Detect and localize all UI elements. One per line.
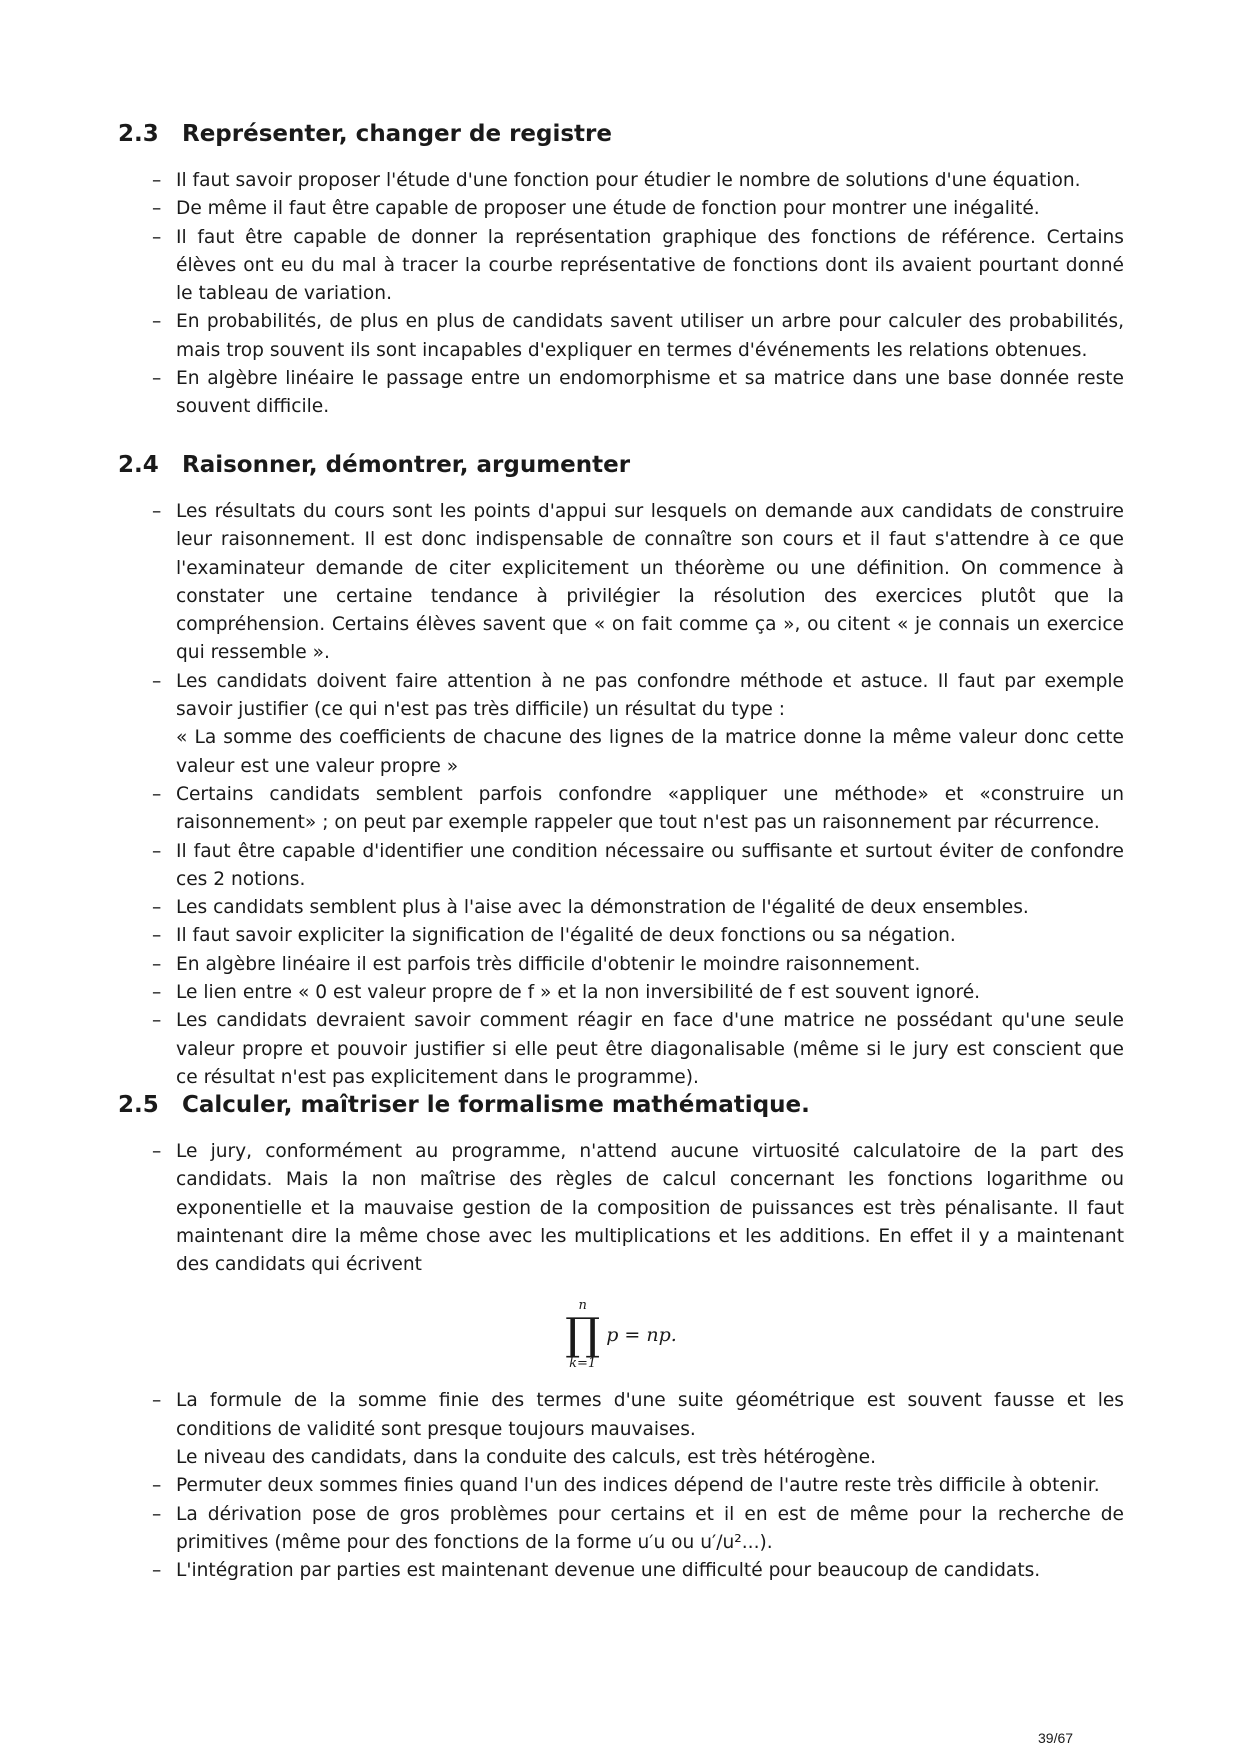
product-lower-limit: k=1	[569, 1356, 597, 1372]
dash-bullet: –	[152, 783, 162, 805]
item-text: Le lien entre « 0 est valeur propre de f » et la non inversibilité de f est souvent ignoré.	[176, 982, 981, 1004]
product-upper-limit: n	[578, 1298, 587, 1314]
item-text: Certains candidats semblent parfois confondre «appliquer une méthode» et «construire un raisonnement» ; on peut par exemple rappeler que tout n'est pas un raisonnement par récurrence.	[176, 783, 1124, 834]
section-2-3	[118, 117, 1124, 422]
page-number: 39/67	[1038, 1730, 1074, 1746]
item-text: Il faut savoir expliciter la signification de l'égalité de deux fonctions ou sa négation.	[176, 925, 956, 947]
list-item	[118, 1138, 1124, 1279]
dash-bullet: –	[152, 1475, 162, 1497]
formula-rhs: p = np.	[606, 1324, 677, 1347]
dash-bullet: –	[152, 982, 162, 1004]
bullet-list	[118, 1387, 1124, 1585]
item-text: Les candidats semblent plus à l'aise avec la démonstration de l'égalité de deux ensembles.	[176, 897, 1029, 919]
bullet-list	[118, 498, 1124, 1092]
dash-bullet: –	[152, 368, 162, 390]
item-text: Permuter deux sommes finies quand l'un des indices dépend de l'autre reste très difficile à obtenir.	[176, 1475, 1100, 1497]
item-quote: « La somme des coefficients de chacune des lignes de la matrice donne la même valeur donc cette valeur est une valeur propre »	[176, 727, 1124, 777]
list-item	[118, 1501, 1124, 1558]
dash-bullet: –	[152, 501, 162, 522]
item-text: Il faut être capable de donner la représentation graphique des fonctions de référence. Certains élèves ont eu du mal à tracer la courbe représentative de fonctions dont ils avaient pourtant donné le tableau de variation.	[176, 226, 1124, 305]
item-text: La formule de la somme finie des termes d'une suite géométrique est souvent fausse et les conditions de validité sont presque toujours mauvaises.	[176, 1390, 1124, 1440]
dash-bullet: –	[152, 1560, 162, 1582]
dash-bullet: –	[152, 1503, 162, 1525]
list-item	[118, 365, 1124, 422]
product-operator	[565, 1299, 600, 1371]
list-item	[118, 498, 1124, 668]
item-text: Le jury, conformément au programme, n'attend aucune virtuosité calculatoire de la part des candidats. Mais la non maîtrise des règles de calcul concernant les fonctions logarithme ou exponentielle et la mauvaise gestion de la composition de puissances est très pénalisante. Il faut maintenant dire la même chose avec les multiplications et les additions. En effet il y a maintenant des candidats qui écrivent	[176, 1141, 1124, 1276]
item-text: En algèbre linéaire le passage entre un endomorphisme et sa matrice dans une base donnée reste souvent difficile.	[176, 368, 1124, 418]
section-title: Représenter, changer de registre	[182, 121, 612, 147]
dash-bullet: –	[152, 670, 162, 692]
dash-bullet: –	[152, 1141, 162, 1162]
section-number: 2.3	[118, 121, 159, 147]
dash-bullet: –	[152, 925, 162, 947]
dash-bullet: –	[152, 226, 162, 248]
dash-bullet: –	[152, 1390, 162, 1412]
list-item	[118, 894, 1124, 922]
list-item	[118, 224, 1124, 309]
item-text: La dérivation pose de gros problèmes pour certains et il en est de même pour la recherche de primitives (même pour des fonctions de la forme u′u ou u′/u²...).	[176, 1503, 1124, 1553]
product-formula	[118, 1293, 1124, 1377]
item-text: Le niveau des candidats, dans la conduite des calculs, est très hétérogène.	[176, 1447, 877, 1469]
section-2-5	[118, 1088, 1124, 1586]
product-symbol: ∏	[565, 1309, 601, 1361]
list-item	[118, 1387, 1124, 1472]
item-text: Les résultats du cours sont les points d'appui sur lesquels on demande aux candidats de construire leur raisonnement. Il est donc indispensable de connaître son cours et il faut s'attendre à ce que l'examinateur demande de citer explicitement un théorème ou une définition. On commence à constater une certaine tendance à privilégier la résolution des exercices plutôt que la compréhension. Certains élèves savent que « on fait comme ça », ou citent « je connais un exercice qui ressemble ».	[176, 501, 1124, 664]
list-item	[118, 668, 1124, 781]
list-item	[118, 308, 1124, 365]
section-heading	[118, 1088, 1124, 1122]
dash-bullet: –	[152, 311, 162, 333]
dash-bullet: –	[152, 953, 162, 975]
dash-bullet: –	[152, 840, 162, 862]
section-number: 2.4	[118, 452, 159, 478]
section-title: Raisonner, démontrer, argumenter	[182, 452, 631, 478]
list-item	[118, 1557, 1124, 1585]
item-text: L'intégration par parties est maintenant devenue une difficulté pour beaucoup de candidats.	[176, 1560, 1041, 1582]
item-text: En algèbre linéaire il est parfois très difficile d'obtenir le moindre raisonnement.	[176, 953, 921, 975]
list-item	[118, 781, 1124, 838]
section-heading	[118, 448, 1124, 482]
list-item	[118, 167, 1124, 195]
item-text: Les candidats devraient savoir comment réagir en face d'une matrice ne possédant qu'une seule valeur propre et pouvoir justifier si elle peut être diagonalisable (même si le jury est conscient que ce résultat n'est pas explicitement dans le programme).	[176, 1010, 1124, 1088]
section-heading	[118, 117, 1124, 151]
item-text: Il faut être capable d'identifier une condition nécessaire ou suffisante et surtout éviter de confondre ces 2 notions.	[176, 840, 1124, 890]
list-item	[118, 951, 1124, 979]
bullet-list	[118, 1138, 1124, 1279]
dash-bullet: –	[152, 1010, 162, 1032]
dash-bullet: –	[152, 170, 162, 191]
list-item	[118, 1007, 1124, 1092]
list-item	[118, 922, 1124, 950]
section-title: Calculer, maîtriser le formalisme mathématique.	[182, 1092, 810, 1118]
section-2-4	[118, 448, 1124, 1092]
dash-bullet: –	[152, 897, 162, 919]
item-text: Il faut savoir proposer l'étude d'une fonction pour étudier le nombre de solutions d'une équation.	[176, 170, 1081, 191]
item-text: Les candidats doivent faire attention à ne pas confondre méthode et astuce. Il faut par exemple savoir justifier (ce qui n'est pas très difficile) un résultat du type :	[176, 670, 1124, 721]
list-item	[118, 838, 1124, 895]
section-number: 2.5	[118, 1092, 159, 1118]
bullet-list	[118, 167, 1124, 422]
list-item	[118, 979, 1124, 1007]
list-item	[118, 195, 1124, 223]
dash-bullet: –	[152, 198, 162, 220]
item-text: De même il faut être capable de proposer une étude de fonction pour montrer une inégalité.	[176, 198, 1040, 220]
item-text: En probabilités, de plus en plus de candidats savent utiliser un arbre pour calculer des probabilités, mais trop souvent ils sont incapables d'expliquer en termes d'événements les relations obtenues.	[176, 311, 1124, 361]
list-item	[118, 1472, 1124, 1500]
